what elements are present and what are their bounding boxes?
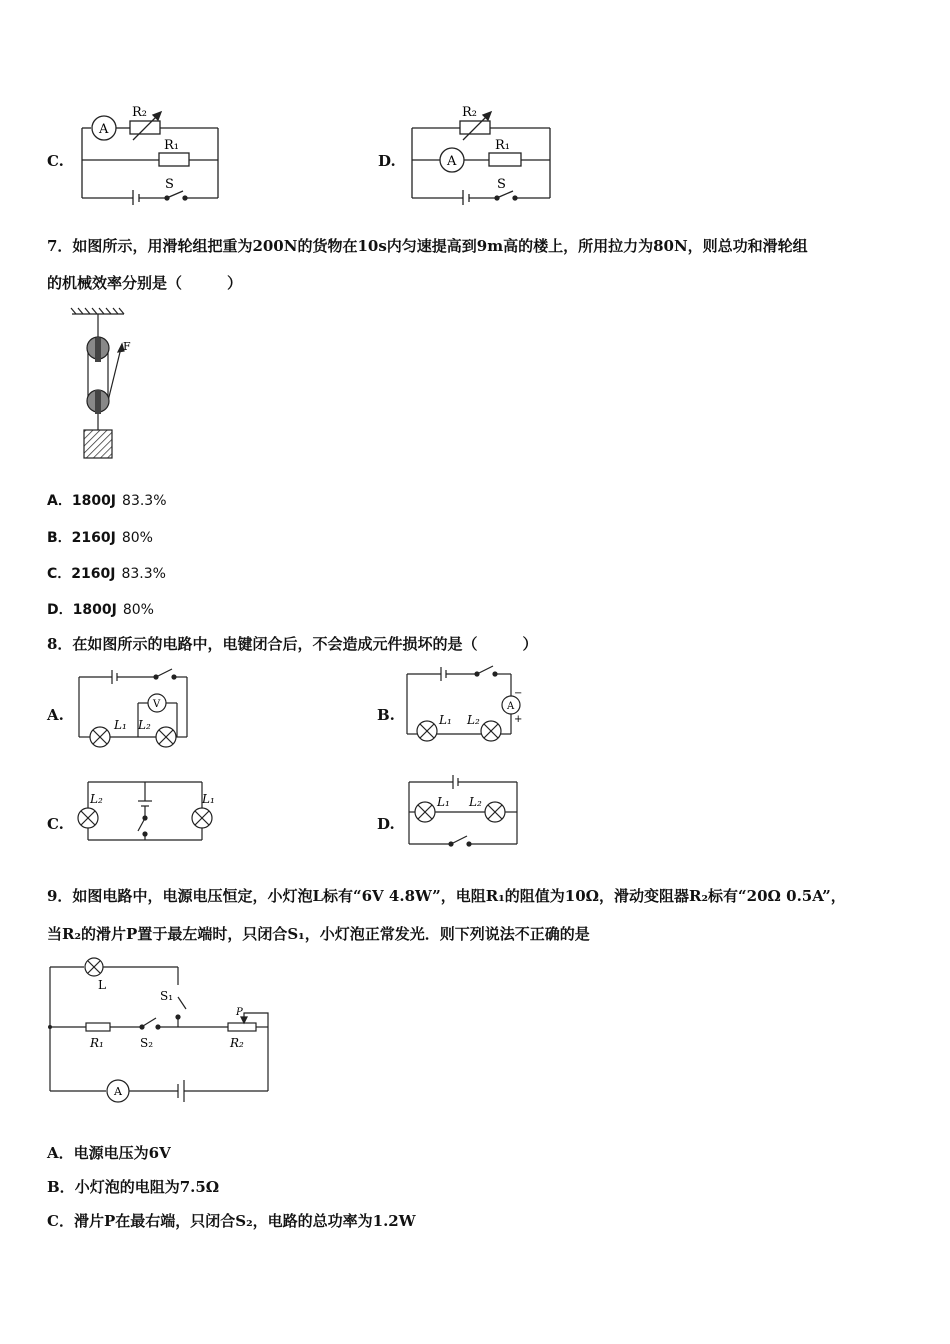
q6-option-c-circuit xyxy=(75,100,225,205)
q9-option-c-text: 滑片P在最右端，只闭合S₂，电路的总功率为1.2W xyxy=(73,1212,416,1230)
q9-option-b[interactable] xyxy=(47,1177,219,1197)
q8-option-b-label[interactable]: B. xyxy=(377,706,395,724)
q7-option-c[interactable] xyxy=(47,563,166,583)
q8-option-d-circuit xyxy=(403,770,523,850)
q7-option-d[interactable] xyxy=(47,599,154,619)
q9-option-a-text: 电源电压为6V xyxy=(73,1144,171,1162)
q9-ammeter-label: A xyxy=(114,1085,122,1098)
q8b-l2-text: L₂ xyxy=(467,713,480,727)
q8c-l1-text: L₁ xyxy=(202,792,215,806)
q6d-ammeter-text: A xyxy=(447,154,457,169)
q7-option-b-eff: 80% xyxy=(121,530,153,546)
q9-circuit-diagram xyxy=(42,955,282,1110)
q7-option-d-eff: 80% xyxy=(122,602,154,618)
q7-option-a-label: A． xyxy=(47,493,72,509)
q9-lamp-label: L xyxy=(98,978,106,992)
q7-stem-line1: 7．如图所示，用滑轮组把重为200N的货物在10s内匀速提高到9m高的楼上，所用拉力为80N，则总功和滑轮组 xyxy=(47,237,808,255)
q6-option-d-label[interactable]: D. xyxy=(378,152,396,170)
q6d-r1-text: R₁ xyxy=(495,138,510,153)
q8-option-c-label[interactable]: C. xyxy=(47,815,64,833)
q8a-l2-text: L₂ xyxy=(138,718,151,732)
q8c-l2-text: L₂ xyxy=(90,792,103,806)
q8a-l1-text: L₁ xyxy=(114,718,127,732)
q9-r1-label: R₁ xyxy=(90,1036,104,1050)
q7-stem-line2: 的机械效率分别是（ ） xyxy=(47,274,243,292)
q8-option-a-label[interactable]: A. xyxy=(47,706,64,724)
q8-stem: 8．在如图所示的电路中，电键闭合后，不会造成元件损坏的是（ ） xyxy=(47,635,538,653)
q9-option-a-label: A． xyxy=(47,1144,74,1162)
q8d-l1-text: L₁ xyxy=(437,795,450,809)
q9-stem-line2: 当R₂的滑片P置于最左端时，只闭合S₁，小灯泡正常发光．则下列说法不正确的是 xyxy=(47,925,590,943)
q6c-r1-text: R₁ xyxy=(164,138,179,153)
q9-option-b-text: 小灯泡的电阻为7.5Ω xyxy=(74,1178,220,1196)
q7-force-label: F xyxy=(123,340,131,353)
q7-option-b-work: 2160J xyxy=(71,530,116,546)
q8-option-d-label[interactable]: D. xyxy=(377,815,395,833)
q7-option-c-label: C． xyxy=(47,566,72,582)
q9-option-b-label: B． xyxy=(47,1178,75,1196)
q8-option-c-circuit xyxy=(72,776,222,846)
q6-option-d-circuit xyxy=(405,100,555,205)
q6c-ammeter-text: A xyxy=(99,122,109,137)
q9-option-a[interactable] xyxy=(47,1143,171,1163)
q8b-l1-text: L₁ xyxy=(439,713,452,727)
q7-option-a[interactable] xyxy=(47,490,167,510)
q9-r2-label: R₂ xyxy=(230,1036,244,1050)
q8d-l2-text: L₂ xyxy=(469,795,482,809)
q7-option-a-work: 1800J xyxy=(71,493,117,509)
q6-option-c-label[interactable]: C. xyxy=(47,152,64,170)
q6c-switch-text: S xyxy=(165,177,174,192)
q8b-meter-text: A xyxy=(507,701,515,712)
q7-option-c-eff: 83.3% xyxy=(121,566,166,582)
q7-option-d-work: 1800J xyxy=(72,602,117,618)
q8-option-a-circuit xyxy=(72,665,197,750)
q9-p-label: P xyxy=(236,1007,243,1018)
q7-option-c-work: 2160J xyxy=(71,566,116,582)
q9-option-c-label: C． xyxy=(47,1212,74,1230)
q7-option-b[interactable] xyxy=(47,527,153,547)
svg-text:−: − xyxy=(514,688,523,699)
q7-pulley-diagram xyxy=(68,306,138,462)
q9-s2-label: S₂ xyxy=(140,1036,154,1050)
svg-text:+: + xyxy=(514,714,523,725)
q6d-r2-text: R₂ xyxy=(462,105,477,120)
q7-option-d-label: D． xyxy=(47,602,73,618)
q8a-meter-text: V xyxy=(153,699,161,710)
q8-option-b-circuit xyxy=(403,660,533,745)
q9-s1-label: S₁ xyxy=(160,989,174,1003)
q9-option-c[interactable] xyxy=(47,1211,416,1231)
q9-stem-line1: 9．如图电路中，电源电压恒定，小灯泡L标有“6V 4.8W”，电阻R₁的阻值为10Ω，滑动变阻器R₂标有“20Ω 0.5A”， xyxy=(47,887,846,905)
q6d-switch-text: S xyxy=(497,177,506,192)
q6c-r2-text: R₂ xyxy=(132,105,147,120)
q7-option-b-label: B． xyxy=(47,530,72,546)
q7-option-a-eff: 83.3% xyxy=(122,493,167,509)
